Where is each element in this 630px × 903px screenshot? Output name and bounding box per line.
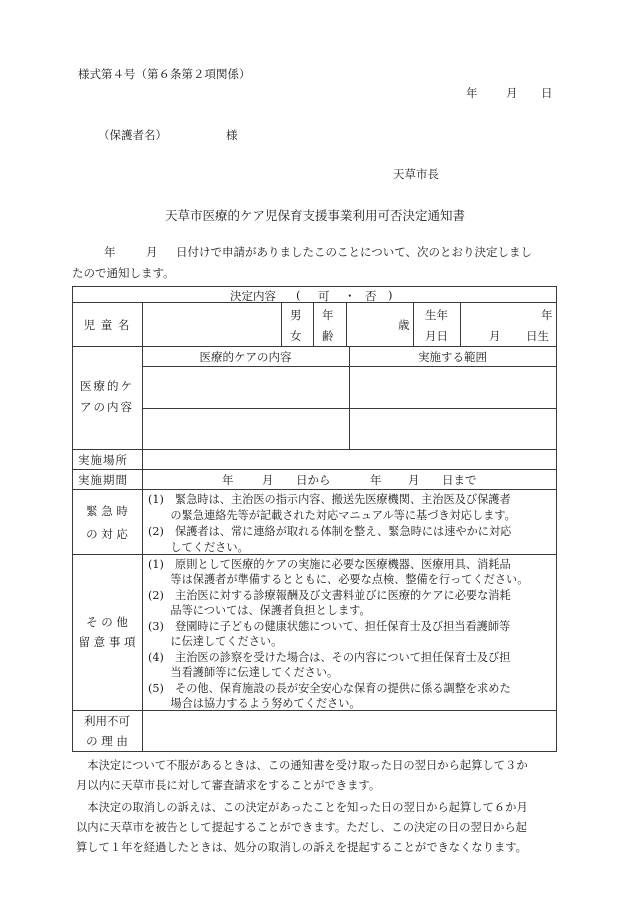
other-note-line: 品等については、保護者負担とします。	[148, 604, 371, 617]
care-label-line2: アの内容	[80, 400, 134, 414]
emergency-line: してください。	[148, 541, 249, 554]
footer-line: 本決定について不服があるときは、この通知書を受け取った日の翌日から起算して３か	[76, 759, 528, 772]
footer-line: 以内に天草市を被告として提起することができます。ただし、この決定の日の翌日から起	[76, 821, 527, 834]
recipient-label: （保護者名）	[98, 128, 167, 142]
place-label: 実施場所	[78, 453, 128, 467]
period-start-suffix: 日から	[296, 473, 331, 487]
decision-open-paren: (	[296, 288, 301, 302]
issuer: 天草市長	[393, 167, 439, 181]
intro-month: 月	[146, 245, 158, 259]
care-col2-header: 実施する範囲	[418, 350, 487, 364]
birth-label-1: 生年	[425, 308, 448, 322]
emergency-line: (1) 緊急時は、主治医の指示内容、搬送先医療機関、主治医及び保護者	[148, 493, 511, 506]
period-start-month: 月	[262, 473, 274, 487]
period-label: 実施期間	[78, 473, 128, 487]
other-note-line: (1) 原則として医療的ケアの実施に必要な医療機器、医療用具、消耗品	[148, 558, 511, 571]
reason-label-line2: の 理 由	[86, 734, 128, 748]
other-note-line: に伝達してください。	[148, 635, 283, 648]
sex-female: 女	[290, 329, 302, 343]
care-col1-header: 医療的ケアの内容	[199, 350, 292, 364]
date-year: 年	[466, 86, 478, 100]
other-note-line: 場合は協力するよう努めてください。	[148, 697, 361, 710]
period-start-year: 年	[222, 473, 234, 487]
sex-male: 男	[290, 308, 302, 322]
decision-no: 否	[365, 289, 377, 303]
document-title: 天草市医療的ケア児保育支援事業利用可否決定通知書	[164, 208, 465, 223]
emergency-label-line2: の 対 応	[86, 527, 128, 541]
recipient-honorific: 様	[226, 128, 238, 142]
other-note-line: (2) 主治医に対する診療報酬及び文書料並びに医療的ケアに必要な消耗	[148, 589, 511, 602]
birth-year-unit: 年	[541, 308, 553, 322]
age-label-2: 齢	[322, 329, 334, 343]
decision-dot: ・	[344, 289, 356, 303]
date-month: 月	[506, 86, 518, 100]
birth-label-2: 月日	[425, 329, 448, 343]
age-unit: 歳	[398, 318, 410, 332]
period-end-month: 月	[408, 473, 420, 487]
other-note-line: (3) 登園時に子どもの健康状態について、担任保育士及び担当看護師等	[148, 620, 511, 633]
emergency-line: の緊急連絡先等が記載された対応マニュアル等に基づき対応します。	[148, 509, 516, 522]
child-name-field[interactable]	[143, 303, 280, 345]
other-label-line2: 留 意 事 項	[78, 635, 136, 649]
birth-day-unit: 日生	[526, 329, 549, 343]
footer-line: 月以内に天草市長に対して審査請求をすることができます。	[76, 779, 381, 792]
care-label-line1: 医療的ケ	[80, 379, 134, 393]
reason-label-line1: 利用不可	[84, 714, 130, 728]
date-day: 日	[541, 86, 553, 100]
other-note-line: 等は保護者が準備するとともに、必要な点検、整備を行ってください。	[148, 573, 529, 586]
footer-line: 算して１年を経過したときは、処分の取消しの訴えを提起することができなくなります。	[76, 841, 527, 854]
period-end-year: 年	[370, 473, 382, 487]
birth-month-unit: 月	[489, 329, 501, 343]
form-number: 様式第４号（第６条第２項関係）	[78, 67, 251, 81]
other-label-line1: そ の 他	[86, 615, 128, 629]
emergency-line: (2) 保護者は、常に連絡が取れる体制を整え、緊急時には速やかに対応	[148, 525, 512, 538]
intro-text: 日付けで申請がありましたこのことについて、次のとおり決定しまし	[176, 245, 533, 259]
intro-year: 年	[104, 245, 116, 259]
reason-field[interactable]	[143, 711, 555, 750]
footer-line: 本決定の取消しの訴えは、この決定があったことを知った日の翌日から起算して６か月	[76, 801, 528, 814]
decision-close-paren: )	[388, 288, 393, 302]
decision-yes: 可	[318, 289, 330, 303]
child-name-label: 児 童 名	[83, 318, 131, 332]
other-note-line: (4) 主治医の診察を受けた場合は、その内容について担任保育士及び担	[148, 651, 511, 664]
other-note-line: 当看護師等に伝達してください。	[148, 666, 339, 679]
age-label-1: 年	[322, 308, 334, 322]
other-note-line: (5) その他、保育施設の長が安全安心な保育の提供に係る調整を求めた	[148, 682, 511, 695]
intro-text-line2: たので通知します。	[72, 266, 175, 280]
emergency-label-line1: 緊 急 時	[86, 504, 128, 518]
decision-label: 決定内容	[230, 289, 276, 303]
period-end-suffix: 日まで	[442, 473, 477, 487]
